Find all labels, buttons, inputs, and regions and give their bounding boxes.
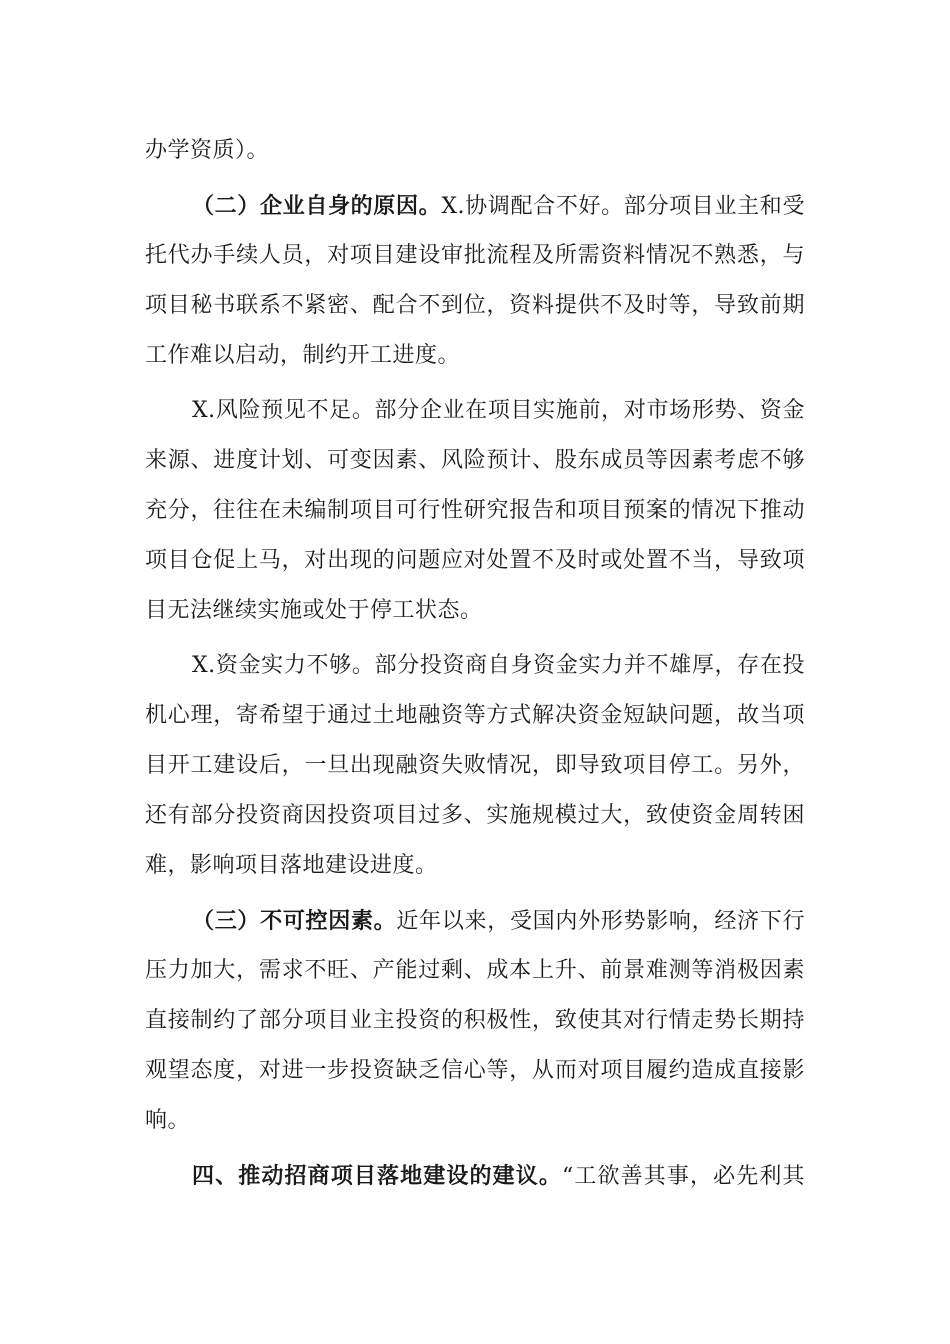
text-span: 响。 [145, 1108, 191, 1133]
section-heading: （二）企业自身的原因。 [192, 193, 442, 219]
text-line [145, 541, 805, 581]
text-span: 直接制约了部分项目业主投资的积极性，致使其对行情走势长期持 [145, 1008, 805, 1033]
text-span: X.协调配合不好。部分项目业主和受 [441, 194, 805, 219]
text-line [145, 441, 805, 481]
text-span: 机心理，寄希望于通过土地融资等方式解决资金短缺问题，故当项 [145, 703, 805, 728]
text-span: 目无法继续实施或处于停工状态。 [145, 598, 483, 623]
text-line [192, 646, 805, 686]
text-span: 项目仓促上马，对出现的问题应对处置不及时或处置不当，导致项 [145, 548, 805, 573]
text-line [145, 1001, 805, 1041]
text-line [145, 131, 805, 171]
text-span: 托代办手续人员，对项目建设审批流程及所需资料情况不熟悉，与 [145, 243, 805, 268]
text-line [145, 336, 805, 376]
text-line [145, 1051, 805, 1091]
text-line [145, 1101, 805, 1141]
text-span: 还有部分投资商因投资项目过多、实施规模过大，致使资金周转困 [145, 803, 805, 828]
text-span: 近年以来，受国内外形势影响，经济下行 [396, 909, 805, 934]
text-line [145, 286, 805, 326]
text-line [192, 186, 805, 226]
text-line [145, 796, 805, 836]
text-span: “工欲善其事，必先利其 [562, 1164, 805, 1189]
text-span: 目开工建设后，一旦出现融资失败情况，即导致项目停工。另外， [145, 753, 805, 778]
text-span: 充分，往往在未编制项目可行性研究报告和项目预案的情况下推动 [145, 498, 805, 523]
text-span: 观望态度，对进一步投资缺乏信心等，从而对项目履约造成直接影 [145, 1058, 805, 1083]
text-span: X.风险预见不足。部分企业在项目实施前，对市场形势、资金 [192, 398, 805, 423]
text-line [192, 1156, 805, 1196]
text-span: 来源、进度计划、可变因素、风险预计、股东成员等因素考虑不够 [145, 448, 805, 473]
text-line [145, 236, 805, 276]
text-span: 工作难以启动，制约开工进度。 [145, 343, 461, 368]
text-line [145, 951, 805, 991]
text-line [145, 846, 805, 886]
text-span: X.资金实力不够。部分投资商自身资金实力并不雄厚，存在投 [192, 653, 805, 678]
text-line [145, 746, 805, 786]
text-span: 项目秘书联系不紧密、配合不到位，资料提供不及时等，导致前期 [145, 293, 805, 318]
text-span: 压力加大，需求不旺、产能过剩、成本上升、前景难测等消极因素 [145, 958, 805, 983]
section-heading: 四、推动招商项目落地建设的建议。 [192, 1163, 562, 1189]
text-line [192, 391, 805, 431]
text-line [145, 591, 805, 631]
text-line [145, 696, 805, 736]
text-line [145, 491, 805, 531]
text-line [192, 901, 805, 941]
text-span: 办学资质）。 [145, 138, 270, 163]
text-span: 难，影响项目落地建设进度。 [145, 853, 438, 878]
section-heading: （三）不可控因素。 [192, 908, 397, 934]
